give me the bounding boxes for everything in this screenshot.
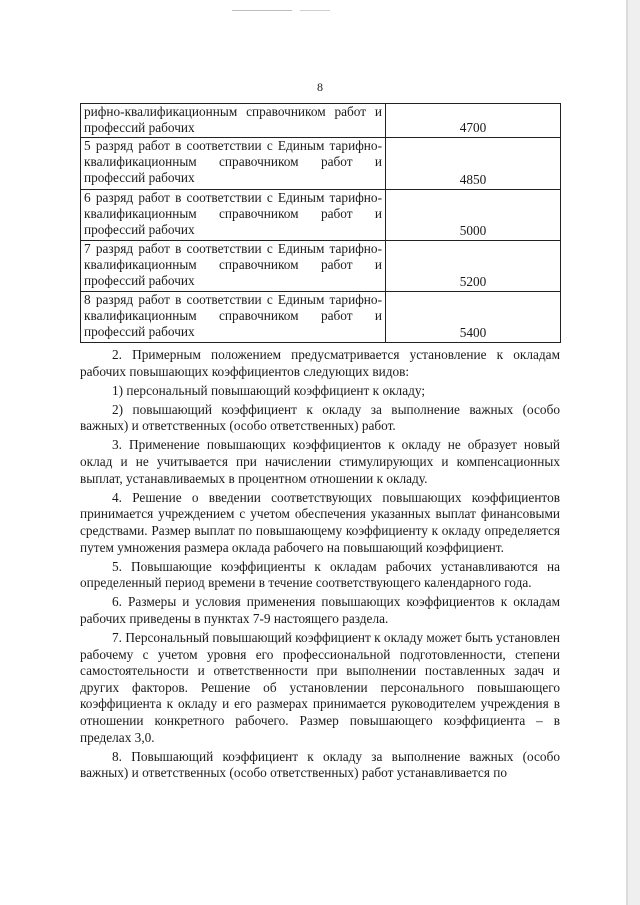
paragraph: 2. Примерным положением предусматривается установление к окладам рабочих повышающих коэффициентов следующих видов: [80,347,560,379]
table-cell-description: 8 разряд работ в соответствии с Единым тарифно-квалификационным справочником работ и профессий рабочих [81,292,386,343]
page-number: 8 [317,80,323,94]
table-cell-amount: 5400 [386,292,561,343]
paragraph: 6. Размеры и условия применения повышающих коэффициентов к окладам рабочих приведены в пунктах 7-9 настоящего раздела. [80,594,560,626]
table-row [81,292,561,343]
table-cell-description: рифно-квалификационным справочником работ и профессий рабочих [81,104,386,138]
table-cell-amount: 5000 [386,190,561,241]
paragraph: 5. Повышающие коэффициенты к окладам рабочих устанавливаются на определенный период времени в течение соответствующего календарного года. [80,558,560,591]
table-row [81,104,561,138]
table-cell-amount: 5200 [386,241,561,292]
page-edge [628,0,640,905]
paragraph: 3. Применение повышающих коэффициентов к окладу не образует новый оклад и не учитывается при начислении стимулирующих и компенсационных выплат, устанавливаемых в процентном отношении к окладу. [80,437,560,486]
paragraph: 8. Повышающий коэффициент к окладу за выполнение важных (особо важных) и ответственных (особо ответственных) работ устанавливается по [80,748,560,781]
paragraph: 2) повышающий коэффициент к окладу за выполнение важных (особо важных) и ответственных (особо ответственных) работ. [80,401,560,434]
table-cell-amount: 4850 [386,138,561,190]
table-cell-description: 7 разряд работ в соответствии с Единым тарифно-квалификационным справочником работ и профессий рабочих [81,241,386,292]
table-row [81,241,561,292]
document-body [80,347,560,784]
table-cell-description: 6 разряд работ в соответствии с Единым тарифно-квалификационным справочником работ и профессий рабочих [81,190,386,241]
paragraph: 7. Персональный повышающий коэффициент к окладу может быть установлен рабочему с учетом уровня его профессиональной подготовленности, степени самостоятельности и ответственности при выполнении поставленных задач и других факторов. Решение об установлении персонального повышающего коэффициента к окладу и его размерах принимается руководителем учреждения в отношении конкретного рабочего. Размер повышающего коэффициента – в пределах 3,0. [80,630,560,745]
table-cell-amount: 4700 [386,104,561,138]
table-row [81,190,561,241]
paragraph: 1) персональный повышающий коэффициент к окладу; [112,382,426,398]
scan-mark [300,10,330,11]
salary-table [80,103,561,343]
scan-mark [232,10,292,11]
paragraph: 4. Решение о введении соответствующих повышающих коэффициентов принимается учреждением с учетом обеспечения указанных выплат финансовыми средствами. Размер выплат по повышающему коэффициенту к окладу определяется путем умножения размера оклада рабочего на повышающий коэффициент. [80,489,560,555]
table-cell-description: 5 разряд работ в соответствии с Единым тарифно-квалификационным справочником работ и профессий рабочих [81,138,386,190]
table-row [81,138,561,190]
